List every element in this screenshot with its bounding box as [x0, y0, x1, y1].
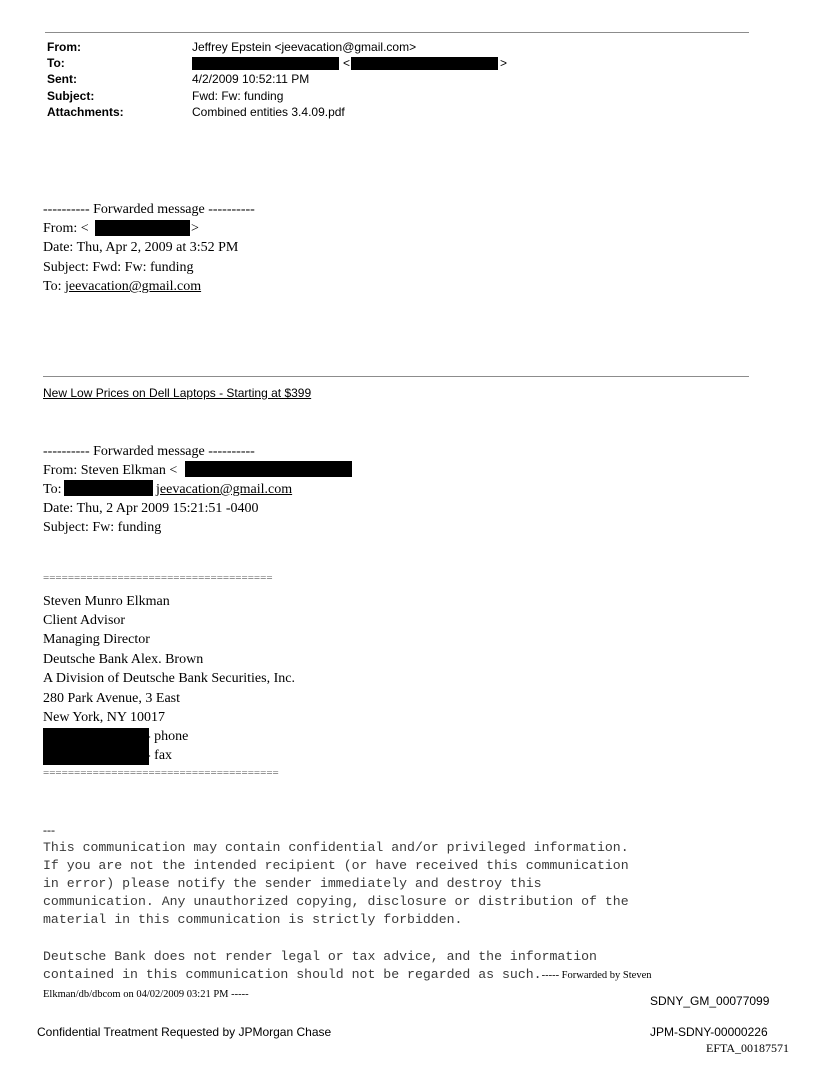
forwarded-by-note: Elkman/db/dbcom on 04/02/2009 03:21 PM ----- [43, 989, 249, 1000]
bates-number: SDNY_GM_00077099 [650, 994, 770, 1008]
disclaimer-line: communication. Any unauthorized copying, disclosure or distribution of the [43, 894, 629, 909]
forward-subject: Subject: Fw: funding [43, 520, 162, 535]
redaction-block [351, 57, 498, 70]
signature-title: Client Advisor [43, 613, 126, 628]
to-close-bracket: > [500, 56, 508, 70]
signature-name: Steven Munro Elkman [43, 594, 170, 609]
forward-from-line [43, 219, 89, 238]
redaction-block [192, 57, 339, 70]
forward-to-prefix: To: [43, 279, 65, 294]
forward-to-line [43, 277, 201, 296]
forward-from-suffix: > [191, 221, 199, 236]
signature-city: New York, NY 10017 [43, 710, 165, 725]
to-open-bracket: < [343, 56, 351, 70]
forwarded-by-note: ----- Forwarded by Steven [541, 970, 652, 981]
from-label: From: [47, 40, 81, 54]
signature-rule-bottom: ====================================== [43, 767, 279, 779]
efta-number: EFTA_00187571 [706, 1041, 790, 1055]
disclaimer-line: This communication may contain confidential and/or privileged information. [43, 840, 629, 855]
forward-from-prefix: From: < [43, 221, 89, 236]
signature-street: 280 Park Avenue, 3 East [43, 691, 180, 706]
disclaimer-dashes: --- [43, 823, 55, 837]
disclaimer-text: contained in this communication should not be regarded as such. [43, 967, 542, 982]
forwarded-message-1 [0, 0, 816, 294]
from-value: Jeffrey Epstein <jeevacation@gmail.com> [192, 40, 417, 54]
middle-divider [43, 376, 749, 377]
forward-date: Date: Thu, 2 Apr 2009 15:21:51 -0400 [43, 501, 259, 516]
redaction-block [64, 480, 153, 496]
to-label: To: [47, 56, 65, 70]
disclaimer-line: in error) please notify the sender immediately and destroy this [43, 876, 542, 891]
top-divider [45, 32, 749, 33]
subject-value: Fwd: Fw: funding [192, 89, 284, 103]
forward-divider: ---------- Forwarded message ---------- [43, 202, 255, 217]
disclaimer-line [43, 966, 652, 985]
fax-label: - fax [146, 748, 173, 763]
ad-link[interactable]: New Low Prices on Dell Laptops - Starting at $399 [43, 386, 312, 400]
forward-to-prefix: To: [43, 482, 62, 497]
forward-date: Date: Thu, Apr 2, 2009 at 3:52 PM [43, 240, 239, 255]
signature-division: A Division of Deutsche Bank Securities, Inc. [43, 671, 295, 686]
redaction-block [43, 728, 149, 765]
disclaimer-line: If you are not the intended recipient (or have received this communication [43, 858, 629, 873]
disclaimer-line: material in this communication is strictly forbidden. [43, 912, 463, 927]
attachment-filename[interactable]: Combined entities 3.4.09.pdf [192, 105, 345, 119]
phone-label: - phone [146, 729, 189, 744]
sent-label: Sent: [47, 72, 77, 86]
forward-divider: ---------- Forwarded message ---------- [43, 444, 255, 459]
signature-company: Deutsche Bank Alex. Brown [43, 652, 204, 667]
forward-subject: Subject: Fwd: Fw: funding [43, 260, 194, 275]
disclaimer-line: Deutsche Bank does not render legal or tax advice, and the information [43, 949, 597, 964]
signature-rule-top: ===================================== [43, 572, 273, 584]
subject-label: Subject: [47, 89, 95, 103]
redaction-block [95, 220, 190, 236]
confidential-notice: Confidential Treatment Requested by JPMorgan Chase [37, 1025, 332, 1039]
forward-from: From: Steven Elkman < [43, 463, 178, 478]
signature-title: Managing Director [43, 632, 150, 647]
email-link[interactable]: jeevacation@gmail.com [64, 279, 202, 294]
bates-number: JPM-SDNY-00000226 [650, 1025, 768, 1039]
sent-value: 4/2/2009 10:52:11 PM [192, 72, 310, 86]
email-link[interactable]: jeevacation@gmail.com [156, 482, 293, 497]
redaction-block [185, 461, 352, 477]
attachments-label: Attachments: [47, 105, 124, 119]
